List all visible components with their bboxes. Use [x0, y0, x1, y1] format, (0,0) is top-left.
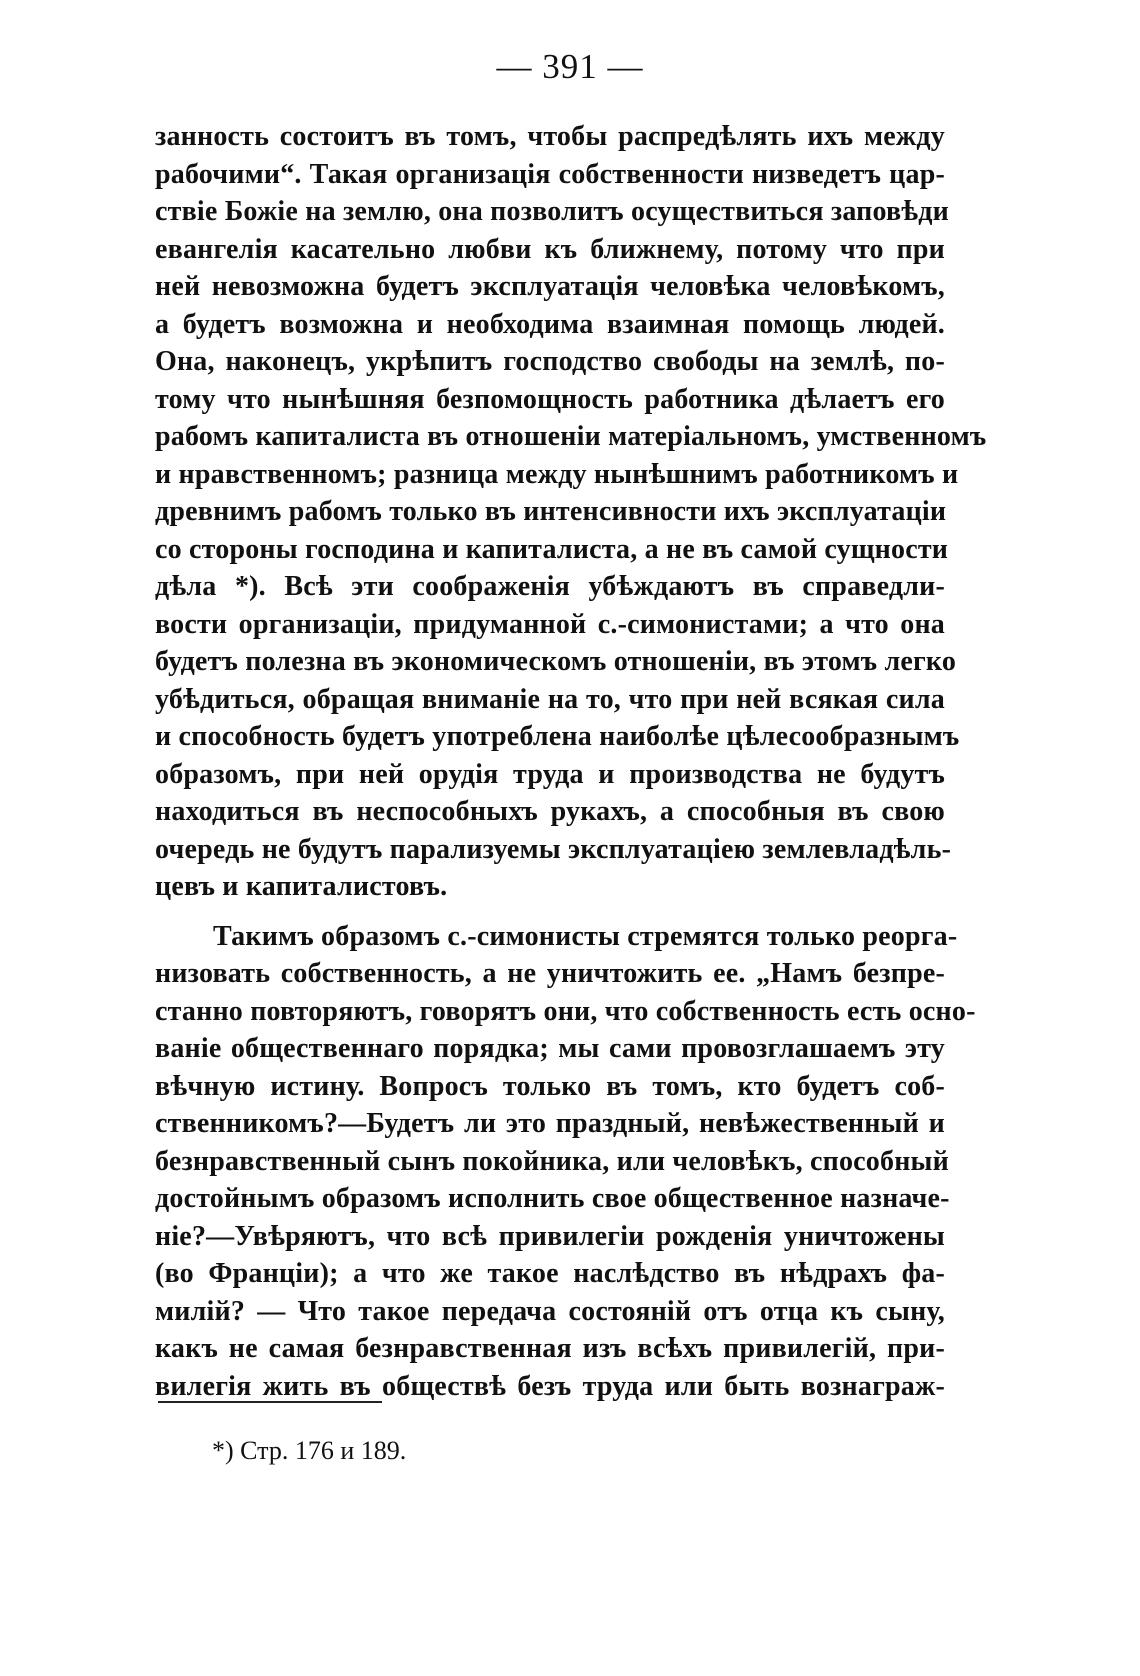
- text-line: и способность будетъ употреблена наиболѣе цѣлесообразнымъ: [155, 721, 960, 752]
- text-line: и нравственномъ; разница между нынѣшнимъ работникомъ и: [155, 458, 959, 490]
- text-line: достойнымъ образомъ исполнить свое общественное назначе-: [155, 1183, 950, 1214]
- text-line: убѣдиться, обращая вниманіе на то, что при ней всякая сила: [155, 683, 945, 715]
- text-line: будетъ полезна въ экономическомъ отношеніи, въ этомъ легко: [155, 646, 957, 677]
- text-line: очередь не будутъ парализуемы эксплуатаціею землевладѣль-: [155, 833, 952, 865]
- text-line: ней невозможна будетъ эксплуатація человѣка человѣкомъ,: [155, 271, 945, 302]
- text-line: вости организаціи, придуманной с.-симонистами; а что она: [155, 608, 945, 640]
- text-line: ваніе общественнаго порядка; мы сами провозглашаемъ эту: [155, 1033, 945, 1064]
- text-line: образомъ, при ней орудія труда и производства не будутъ: [155, 758, 945, 790]
- text-line: рабомъ капиталиста въ отношеніи матеріальномъ, умственномъ: [155, 421, 987, 452]
- text-line: милій? — Что такое передача состояній отъ отца къ сыну,: [155, 1295, 945, 1327]
- text-line: со стороны господина и капиталиста, а не въ самой сущности: [155, 533, 949, 565]
- text-line: ніе?—Увѣряютъ, что всѣ привилегіи рожденія уничтожены: [155, 1220, 945, 1252]
- footnote-divider: [158, 1401, 382, 1403]
- text-line: вилегія жить въ обществѣ безъ труда или быть вознаграж-: [155, 1370, 945, 1402]
- text-line: а будетъ возможна и необходима взаимная помощь людей.: [155, 308, 945, 340]
- footnote: *) Стр. 176 и 189.: [212, 1436, 407, 1465]
- text-line: станно повторяютъ, говорятъ они, что собственность есть осно-: [155, 995, 976, 1027]
- text-line: какъ не самая безнравственная изъ всѣхъ привилегій, при-: [155, 1333, 945, 1364]
- page-number: — 391 —: [496, 47, 644, 86]
- body-text: [155, 118, 987, 1405]
- text-line: Она, наконецъ, укрѣпитъ господство свободы на землѣ, по-: [155, 346, 945, 377]
- text-line: вѣчную истину. Вопросъ только въ томъ, кто будетъ соб-: [155, 1070, 945, 1102]
- text-line: ственникомъ?—Будетъ ли это праздный, невѣжественный и: [155, 1108, 945, 1139]
- text-line: безнравственный сынъ покойника, или человѣкъ, способный: [155, 1145, 949, 1177]
- text-line: занность состоитъ въ томъ, чтобы распредѣлять ихъ между: [155, 121, 945, 152]
- text-line: находиться въ неспособныхъ рукахъ, а способныя въ свою: [155, 796, 945, 827]
- text-line: рабочими“. Такая организація собственности низведетъ цар-: [155, 158, 945, 190]
- paragraph-start-line: Такимъ образомъ с.-симонисты стремятся только реорга-: [213, 920, 958, 952]
- footnote-reference-line: дѣла *). Всѣ эти соображенія убѣждаютъ въ справедли-: [155, 571, 945, 602]
- text-line: евангелія касательно любви къ ближнему, потому что при: [155, 233, 945, 265]
- text-line: (во Франціи); а что же такое наслѣдство въ нѣдрахъ фа-: [155, 1258, 945, 1289]
- text-line: ствіе Божіе на землю, она позволитъ осуществиться заповѣди: [155, 196, 950, 227]
- text-line: низовать собственность, а не уничтожить ее. „Намъ безпре-: [155, 958, 945, 989]
- text-line: тому что нынѣшняя безпомощность работника дѣлаетъ его: [155, 383, 945, 415]
- text-line: древнимъ рабомъ только въ интенсивности ихъ эксплуатаціи: [155, 496, 947, 527]
- paragraph-end-line: цевъ и капиталистовъ.: [155, 871, 448, 902]
